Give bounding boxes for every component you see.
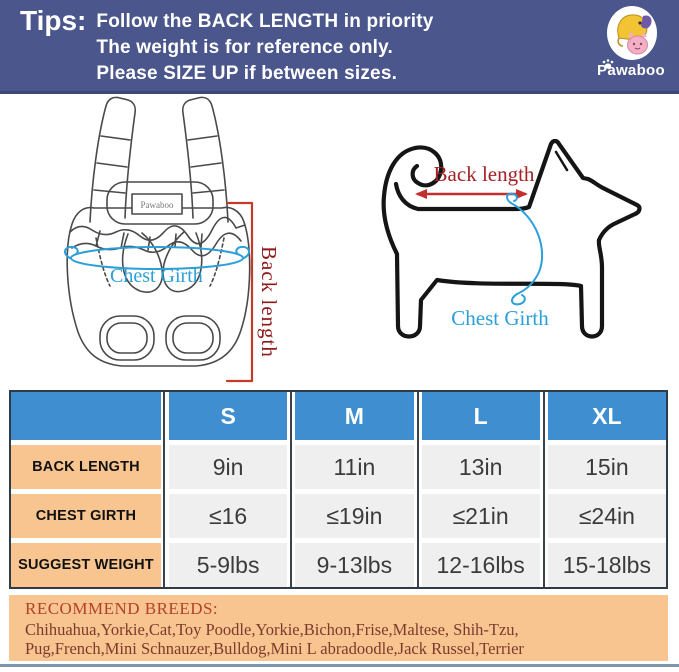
suggest-weight-l: 12-16lbs xyxy=(422,543,540,587)
column-header-xl: XL xyxy=(548,392,666,440)
table-corner-cell xyxy=(11,392,161,440)
back-length-l: 13in xyxy=(422,445,540,489)
recommend-breeds-box xyxy=(9,595,668,661)
back-length-s: 9in xyxy=(169,445,287,489)
carrier-chest-girth-label: Chest Girth xyxy=(110,265,203,287)
back-length-xl: 15in xyxy=(548,445,666,489)
breeds-title: RECOMMEND BREEDS: xyxy=(25,599,219,618)
table-column-divider xyxy=(543,392,545,587)
row-label-back-length: BACK LENGTH xyxy=(11,445,161,489)
table-column-divider xyxy=(417,392,419,587)
carrier-drawing xyxy=(67,97,249,366)
chest-girth-xl: ≤24in xyxy=(548,494,666,538)
carrier-back-length-label: Back length xyxy=(257,246,281,358)
tips-line-2: The weight is for reference only. xyxy=(96,37,393,58)
dog-back-length-label: Back length xyxy=(433,162,535,186)
tips-lines xyxy=(96,9,433,87)
tips-banner xyxy=(0,0,679,94)
table-column-divider xyxy=(290,392,292,587)
dog-chest-girth-label: Chest Girth xyxy=(451,306,549,330)
row-label-chest-girth: CHEST GIRTH xyxy=(11,494,161,538)
pawaboo-logo xyxy=(595,4,667,88)
breeds-line-2: Pug,French,Mini Schnauzer,Bulldog,Mini L abradoodle,Jack Russel,Terrier xyxy=(25,639,524,658)
suggest-weight-s: 5-9lbs xyxy=(169,543,287,587)
table-column-divider xyxy=(163,392,165,587)
chest-girth-m: ≤19in xyxy=(295,494,413,538)
measurement-diagrams xyxy=(0,96,679,390)
column-header-m: M xyxy=(295,392,413,440)
breeds-line-1: Chihuahua,Yorkie,Cat,Toy Poodle,Yorkie,Bichon,Frise,Maltese, Shih-Tzu, xyxy=(25,620,519,639)
tips-line-3: Please SIZE UP if between sizes. xyxy=(96,63,398,84)
tips-label: Tips: xyxy=(20,5,87,36)
pawaboo-brand-text: Pawaboo xyxy=(597,62,665,79)
carrier-patch-text: Pawaboo xyxy=(140,200,174,210)
chest-girth-l: ≤21in xyxy=(422,494,540,538)
tips-line-1: Follow the BACK LENGTH in priority xyxy=(96,11,434,32)
column-header-l: L xyxy=(422,392,540,440)
chest-girth-s: ≤16 xyxy=(169,494,287,538)
size-table xyxy=(9,390,668,589)
bottom-divider xyxy=(0,664,679,667)
suggest-weight-xl: 15-18lbs xyxy=(548,543,666,587)
back-length-m: 11in xyxy=(295,445,413,489)
row-label-suggest-weight: SUGGEST WEIGHT xyxy=(11,543,161,587)
column-header-s: S xyxy=(169,392,287,440)
suggest-weight-m: 9-13lbs xyxy=(295,543,413,587)
